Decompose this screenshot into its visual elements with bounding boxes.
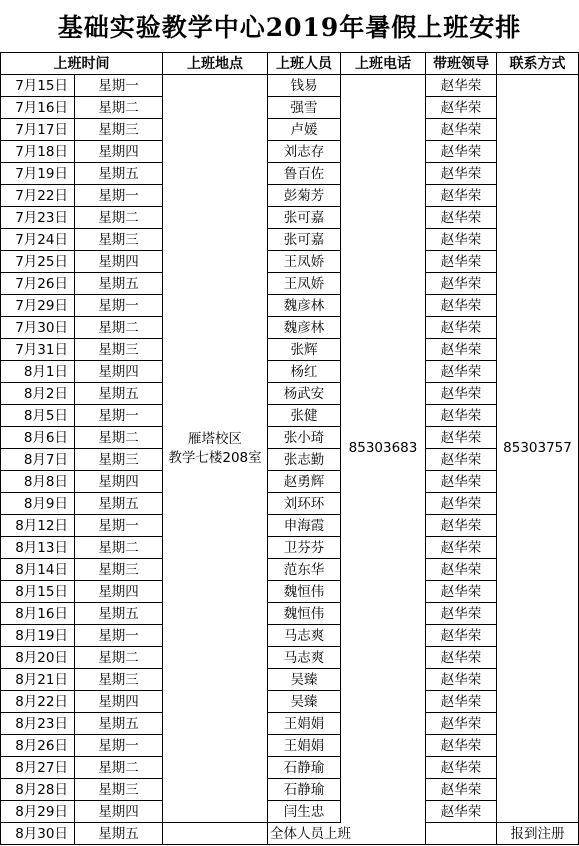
table-row — [1, 295, 579, 317]
weekday-cell: 星期五 — [75, 823, 163, 845]
date-cell: 8月20日 — [1, 647, 75, 669]
weekday-cell: 星期三 — [75, 229, 163, 251]
table-row-final — [1, 823, 579, 845]
person-cell: 张可嘉 — [268, 229, 341, 251]
person-cell: 王凤娇 — [268, 273, 341, 295]
leader-cell: 赵华荣 — [426, 801, 497, 823]
person-cell: 张辉 — [268, 339, 341, 361]
weekday-cell: 星期二 — [75, 537, 163, 559]
person-cell: 杨武安 — [268, 383, 341, 405]
leader-cell: 赵华荣 — [426, 405, 497, 427]
person-cell: 张健 — [268, 405, 341, 427]
person-cell: 杨红 — [268, 361, 341, 383]
table-row — [1, 427, 579, 449]
weekday-cell: 星期一 — [75, 405, 163, 427]
leader-cell: 赵华荣 — [426, 537, 497, 559]
weekday-cell: 星期五 — [75, 273, 163, 295]
table-row — [1, 207, 579, 229]
header-contact: 联系方式 — [497, 53, 579, 75]
contact-cell: 85303757 — [497, 75, 579, 823]
all-staff-note: 全体人员上班 — [268, 823, 426, 845]
person-cell: 魏恒伟 — [268, 581, 341, 603]
person-cell: 范东华 — [268, 559, 341, 581]
weekday-cell: 星期一 — [75, 735, 163, 757]
date-cell: 7月19日 — [1, 163, 75, 185]
leader-cell: 赵华荣 — [426, 185, 497, 207]
person-cell: 张小琦 — [268, 427, 341, 449]
location-campus: 雁塔校区 — [188, 430, 242, 447]
weekday-cell: 星期三 — [75, 449, 163, 471]
table-row — [1, 317, 579, 339]
date-cell: 8月29日 — [1, 801, 75, 823]
date-cell: 7月26日 — [1, 273, 75, 295]
leader-cell: 赵华荣 — [426, 471, 497, 493]
table-row — [1, 141, 579, 163]
date-cell: 7月31日 — [1, 339, 75, 361]
weekday-cell: 星期一 — [75, 625, 163, 647]
weekday-cell: 星期三 — [75, 559, 163, 581]
weekday-cell: 星期二 — [75, 97, 163, 119]
weekday-cell: 星期一 — [75, 295, 163, 317]
weekday-cell: 星期三 — [75, 119, 163, 141]
date-cell: 8月8日 — [1, 471, 75, 493]
person-cell: 刘环环 — [268, 493, 341, 515]
table-row — [1, 537, 579, 559]
table-row — [1, 581, 579, 603]
leader-cell: 赵华荣 — [426, 647, 497, 669]
date-cell: 7月18日 — [1, 141, 75, 163]
leader-cell: 赵华荣 — [426, 779, 497, 801]
table-row — [1, 801, 579, 823]
table-row — [1, 647, 579, 669]
table-row — [1, 669, 579, 691]
table-row — [1, 559, 579, 581]
leader-cell: 赵华荣 — [426, 603, 497, 625]
person-cell: 强雪 — [268, 97, 341, 119]
leader-cell: 赵华荣 — [426, 581, 497, 603]
date-cell: 8月21日 — [1, 669, 75, 691]
table-row — [1, 713, 579, 735]
weekday-cell: 星期四 — [75, 141, 163, 163]
table-row — [1, 757, 579, 779]
header-time: 上班时间 — [1, 53, 163, 75]
table-row — [1, 779, 579, 801]
weekday-cell: 星期三 — [75, 339, 163, 361]
date-cell: 8月2日 — [1, 383, 75, 405]
table-row — [1, 97, 579, 119]
weekday-cell: 星期三 — [75, 779, 163, 801]
weekday-cell: 星期二 — [75, 647, 163, 669]
person-cell: 卢媛 — [268, 119, 341, 141]
leader-cell: 赵华荣 — [426, 251, 497, 273]
person-cell: 石静瑜 — [268, 779, 341, 801]
date-cell: 8月26日 — [1, 735, 75, 757]
weekday-cell: 星期五 — [75, 163, 163, 185]
date-cell: 8月13日 — [1, 537, 75, 559]
leader-cell: 赵华荣 — [426, 559, 497, 581]
weekday-cell: 星期一 — [75, 75, 163, 97]
table-row — [1, 273, 579, 295]
person-cell: 卫芬芬 — [268, 537, 341, 559]
location-room: 教学七楼208室 — [168, 449, 262, 466]
table-row — [1, 339, 579, 361]
header-row — [1, 53, 579, 75]
person-cell: 魏彦林 — [268, 295, 341, 317]
header-location: 上班地点 — [163, 53, 268, 75]
table-row — [1, 119, 579, 141]
table-row — [1, 383, 579, 405]
table-row — [1, 251, 579, 273]
leader-cell: 赵华荣 — [426, 229, 497, 251]
table-row — [1, 691, 579, 713]
date-cell: 7月23日 — [1, 207, 75, 229]
leader-cell: 赵华荣 — [426, 691, 497, 713]
weekday-cell: 星期四 — [75, 361, 163, 383]
leader-cell: 赵华荣 — [426, 625, 497, 647]
date-cell: 8月28日 — [1, 779, 75, 801]
date-cell: 8月6日 — [1, 427, 75, 449]
date-cell: 8月30日 — [1, 823, 75, 845]
person-cell: 王娟娟 — [268, 735, 341, 757]
date-cell: 8月12日 — [1, 515, 75, 537]
table-row — [1, 449, 579, 471]
leader-cell: 赵华荣 — [426, 97, 497, 119]
table-row — [1, 361, 579, 383]
table-row — [1, 493, 579, 515]
header-person: 上班人员 — [268, 53, 341, 75]
schedule-table — [0, 52, 579, 845]
date-cell: 7月30日 — [1, 317, 75, 339]
table-row — [1, 75, 579, 97]
person-cell: 申海霞 — [268, 515, 341, 537]
leader-cell: 赵华荣 — [426, 317, 497, 339]
date-cell: 7月22日 — [1, 185, 75, 207]
person-cell: 吴臻 — [268, 669, 341, 691]
weekday-cell: 星期四 — [75, 251, 163, 273]
leader-cell: 赵华荣 — [426, 427, 497, 449]
leader-cell: 赵华荣 — [426, 713, 497, 735]
weekday-cell: 星期四 — [75, 471, 163, 493]
date-cell: 8月19日 — [1, 625, 75, 647]
weekday-cell: 星期二 — [75, 317, 163, 339]
weekday-cell: 星期一 — [75, 515, 163, 537]
leader-cell: 赵华荣 — [426, 273, 497, 295]
date-cell: 8月15日 — [1, 581, 75, 603]
leader-cell: 赵华荣 — [426, 361, 497, 383]
weekday-cell: 星期四 — [75, 581, 163, 603]
date-cell: 7月25日 — [1, 251, 75, 273]
weekday-cell: 星期二 — [75, 757, 163, 779]
date-cell: 7月16日 — [1, 97, 75, 119]
date-cell: 8月1日 — [1, 361, 75, 383]
person-cell: 魏恒伟 — [268, 603, 341, 625]
person-cell: 魏彦林 — [268, 317, 341, 339]
date-cell: 7月29日 — [1, 295, 75, 317]
date-cell: 8月7日 — [1, 449, 75, 471]
person-cell: 张志勤 — [268, 449, 341, 471]
leader-cell: 赵华荣 — [426, 295, 497, 317]
person-cell: 石静瑜 — [268, 757, 341, 779]
leader-cell: 赵华荣 — [426, 141, 497, 163]
page-title: 基础实验教学中心2019年暑假上班安排 — [57, 13, 522, 42]
weekday-cell: 星期四 — [75, 691, 163, 713]
leader-cell: 赵华荣 — [426, 735, 497, 757]
leader-cell: 赵华荣 — [426, 757, 497, 779]
leader-cell: 赵华荣 — [426, 207, 497, 229]
leader-cell: 赵华荣 — [426, 119, 497, 141]
person-cell: 吴臻 — [268, 691, 341, 713]
date-cell: 8月23日 — [1, 713, 75, 735]
table-row — [1, 405, 579, 427]
table-row — [1, 735, 579, 757]
weekday-cell: 星期五 — [75, 713, 163, 735]
table-row — [1, 229, 579, 251]
registration-note: 报到注册 — [497, 823, 579, 845]
weekday-cell: 星期四 — [75, 801, 163, 823]
weekday-cell: 星期五 — [75, 493, 163, 515]
person-cell: 张可嘉 — [268, 207, 341, 229]
location-cell-empty — [163, 823, 268, 845]
date-cell: 8月5日 — [1, 405, 75, 427]
phone-cell: 85303683 — [341, 75, 426, 823]
weekday-cell: 星期二 — [75, 427, 163, 449]
table-row — [1, 515, 579, 537]
location-cell — [163, 75, 268, 823]
person-cell: 赵勇辉 — [268, 471, 341, 493]
weekday-cell: 星期五 — [75, 383, 163, 405]
leader-cell-empty — [426, 823, 497, 845]
leader-cell: 赵华荣 — [426, 515, 497, 537]
person-cell: 王娟娟 — [268, 713, 341, 735]
date-cell: 8月27日 — [1, 757, 75, 779]
leader-cell: 赵华荣 — [426, 493, 497, 515]
table-row — [1, 163, 579, 185]
table-row — [1, 625, 579, 647]
leader-cell: 赵华荣 — [426, 383, 497, 405]
weekday-cell: 星期三 — [75, 669, 163, 691]
weekday-cell: 星期二 — [75, 207, 163, 229]
person-cell: 彭菊芳 — [268, 185, 341, 207]
person-cell: 鲁百佐 — [268, 163, 341, 185]
table-row — [1, 603, 579, 625]
weekday-cell: 星期一 — [75, 185, 163, 207]
leader-cell: 赵华荣 — [426, 669, 497, 691]
header-leader: 带班领导 — [426, 53, 497, 75]
person-cell: 刘志存 — [268, 141, 341, 163]
weekday-cell: 星期五 — [75, 603, 163, 625]
table-row — [1, 471, 579, 493]
date-cell: 8月16日 — [1, 603, 75, 625]
person-cell: 闫生忠 — [268, 801, 341, 823]
leader-cell: 赵华荣 — [426, 339, 497, 361]
person-cell: 马志爽 — [268, 647, 341, 669]
date-cell: 7月24日 — [1, 229, 75, 251]
person-cell: 钱易 — [268, 75, 341, 97]
person-cell: 王凤娇 — [268, 251, 341, 273]
date-cell: 8月22日 — [1, 691, 75, 713]
header-phone: 上班电话 — [341, 53, 426, 75]
date-cell: 8月14日 — [1, 559, 75, 581]
date-cell: 7月15日 — [1, 75, 75, 97]
date-cell: 8月9日 — [1, 493, 75, 515]
leader-cell: 赵华荣 — [426, 163, 497, 185]
leader-cell: 赵华荣 — [426, 75, 497, 97]
date-cell: 7月17日 — [1, 119, 75, 141]
leader-cell: 赵华荣 — [426, 449, 497, 471]
person-cell: 马志爽 — [268, 625, 341, 647]
table-row — [1, 185, 579, 207]
